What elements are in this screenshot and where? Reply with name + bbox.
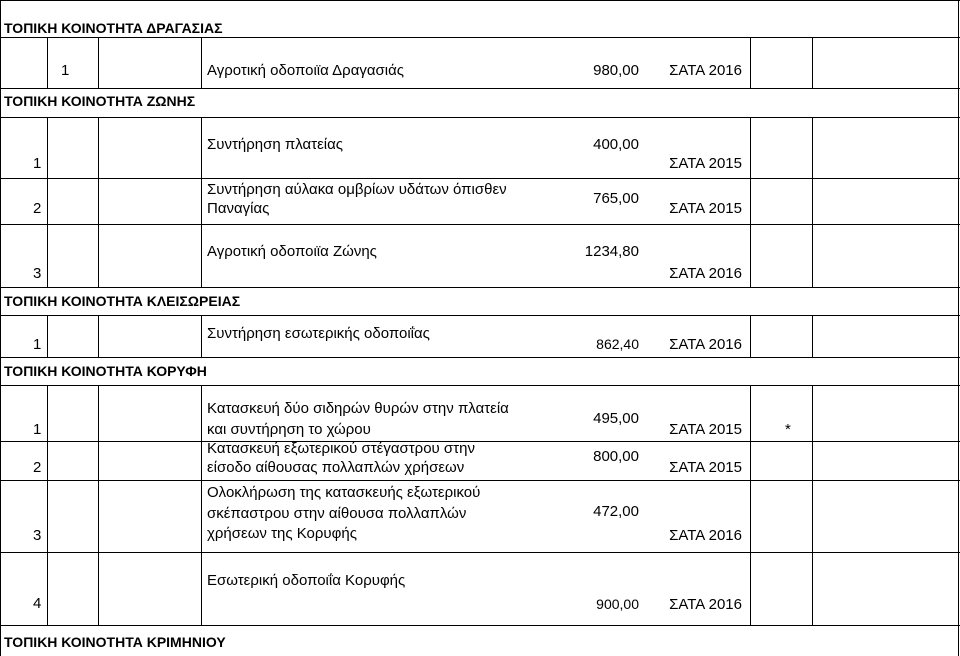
- project-amount: 765,00: [593, 190, 639, 207]
- grid-line: [0, 0, 1, 656]
- grid-line: [0, 178, 960, 179]
- grid-line: [0, 88, 960, 89]
- project-amount: 472,00: [593, 503, 639, 520]
- grid-line: [47, 385, 48, 625]
- row-number: 3: [33, 527, 42, 544]
- project-description: Αγροτική οδοποιϊα Ζώνης: [207, 243, 377, 260]
- row-number: 1: [33, 336, 42, 353]
- grid-line: [750, 315, 751, 357]
- funding-source: ΣΑΤΑ 2015: [669, 421, 742, 438]
- funding-source: ΣΑΤΑ 2016: [669, 596, 742, 613]
- project-description: είσοδο αίθουσας πολλαπλών χρήσεων: [207, 459, 465, 476]
- project-description: Εσωτερική οδοποιΐα Κορυφής: [207, 572, 406, 589]
- grid-line: [750, 117, 751, 287]
- project-description: Παναγίας: [207, 200, 270, 217]
- grid-line: [812, 315, 813, 357]
- section-title-koryfi: ΤΟΠΙΚΗ ΚΟΙΝΟΤΗΤΑ ΚΟΡΥΦΗ: [4, 363, 207, 379]
- grid-line: [0, 224, 960, 225]
- grid-line: [201, 315, 202, 357]
- grid-line: [812, 385, 813, 625]
- section-title-krimniou: ΤΟΠΙΚΗ ΚΟΙΝΟΤΗΤΑ ΚΡΙΜΗΝΙΟΥ: [4, 634, 226, 650]
- project-amount: 400,00: [593, 136, 639, 153]
- project-amount: 862,40: [596, 336, 639, 352]
- section-title-kleisoreias: ΤΟΠΙΚΗ ΚΟΙΝΟΤΗΤΑ ΚΛΕΙΣΩΡΕΙΑΣ: [4, 293, 241, 309]
- grid-line: [0, 287, 960, 288]
- row-number: 4: [33, 595, 42, 612]
- grid-line: [47, 37, 48, 88]
- grid-line: [812, 37, 813, 88]
- grid-line: [201, 385, 202, 625]
- project-description: Συντήρηση πλατείας: [207, 136, 344, 153]
- project-amount: 1234,80: [584, 243, 639, 260]
- project-description: Ολοκλήρωση της κατασκευής εξωτερικού: [207, 484, 481, 501]
- grid-line: [0, 37, 960, 38]
- row-number: 1: [61, 62, 70, 79]
- project-description: και συντήρηση το χώρου: [207, 421, 371, 438]
- project-description: Συντήρηση εσωτερικής οδοποιΐας: [207, 325, 430, 342]
- project-description: Κατασκευή δύο σιδηρών θυρών στην πλατεία: [207, 400, 509, 417]
- project-description: σκέπαστρου στην αίθουσα πολλαπλών: [207, 505, 467, 522]
- project-amount: 980,00: [593, 62, 639, 79]
- grid-line: [201, 117, 202, 287]
- grid-line: [98, 37, 99, 88]
- project-amount: 495,00: [593, 410, 639, 427]
- funding-source: ΣΑΤΑ 2015: [669, 200, 742, 217]
- funding-source: ΣΑΤΑ 2016: [669, 336, 742, 353]
- row-number: 2: [33, 459, 42, 476]
- grid-line: [0, 441, 960, 442]
- grid-line: [750, 37, 751, 88]
- grid-line: [201, 37, 202, 88]
- row-number: 1: [33, 155, 42, 172]
- grid-line: [47, 315, 48, 357]
- grid-line: [98, 315, 99, 357]
- funding-source: ΣΑΤΑ 2016: [669, 62, 742, 79]
- grid-line: [812, 117, 813, 287]
- project-description: Συντήρηση αύλακα ομβρίων υδάτων όπισθεν: [207, 181, 507, 198]
- row-number: 1: [33, 421, 42, 438]
- grid-line: [0, 625, 960, 626]
- grid-line: [0, 480, 960, 481]
- grid-line: [0, 357, 960, 358]
- grid-line: [0, 552, 960, 553]
- grid-line: [98, 117, 99, 287]
- project-description: Κατασκευή εξωτερικού στέγαστρου στην: [207, 440, 475, 457]
- funding-source: ΣΑΤΑ 2015: [669, 155, 742, 172]
- grid-line: [47, 117, 48, 287]
- grid-line: [0, 315, 960, 316]
- grid-line: [0, 0, 960, 1]
- section-title-dragasias: ΤΟΠΙΚΗ ΚΟΙΝΟΤΗΤΑ ΔΡΑΓΑΣΙΑΣ: [4, 20, 223, 36]
- section-title-zonis: ΤΟΠΙΚΗ ΚΟΙΝΟΤΗΤΑ ΖΩΝΗΣ: [4, 93, 196, 109]
- project-amount: 900,00: [596, 596, 639, 612]
- row-number: 2: [33, 200, 42, 217]
- grid-line: [0, 385, 960, 386]
- grid-line: [958, 0, 959, 656]
- funding-source: ΣΑΤΑ 2016: [669, 527, 742, 544]
- row-number: 3: [33, 265, 42, 282]
- funding-source: ΣΑΤΑ 2015: [669, 459, 742, 476]
- project-amount: 800,00: [593, 448, 639, 465]
- grid-line: [98, 385, 99, 625]
- grid-line: [750, 385, 751, 625]
- project-description: Αγροτική οδοποιϊα Δραγασιάς: [207, 62, 405, 79]
- grid-line: [0, 117, 960, 118]
- funding-source: ΣΑΤΑ 2016: [669, 265, 742, 282]
- project-description: χρήσεων της Κορυφής: [207, 525, 357, 542]
- note-asterisk: *: [785, 421, 791, 438]
